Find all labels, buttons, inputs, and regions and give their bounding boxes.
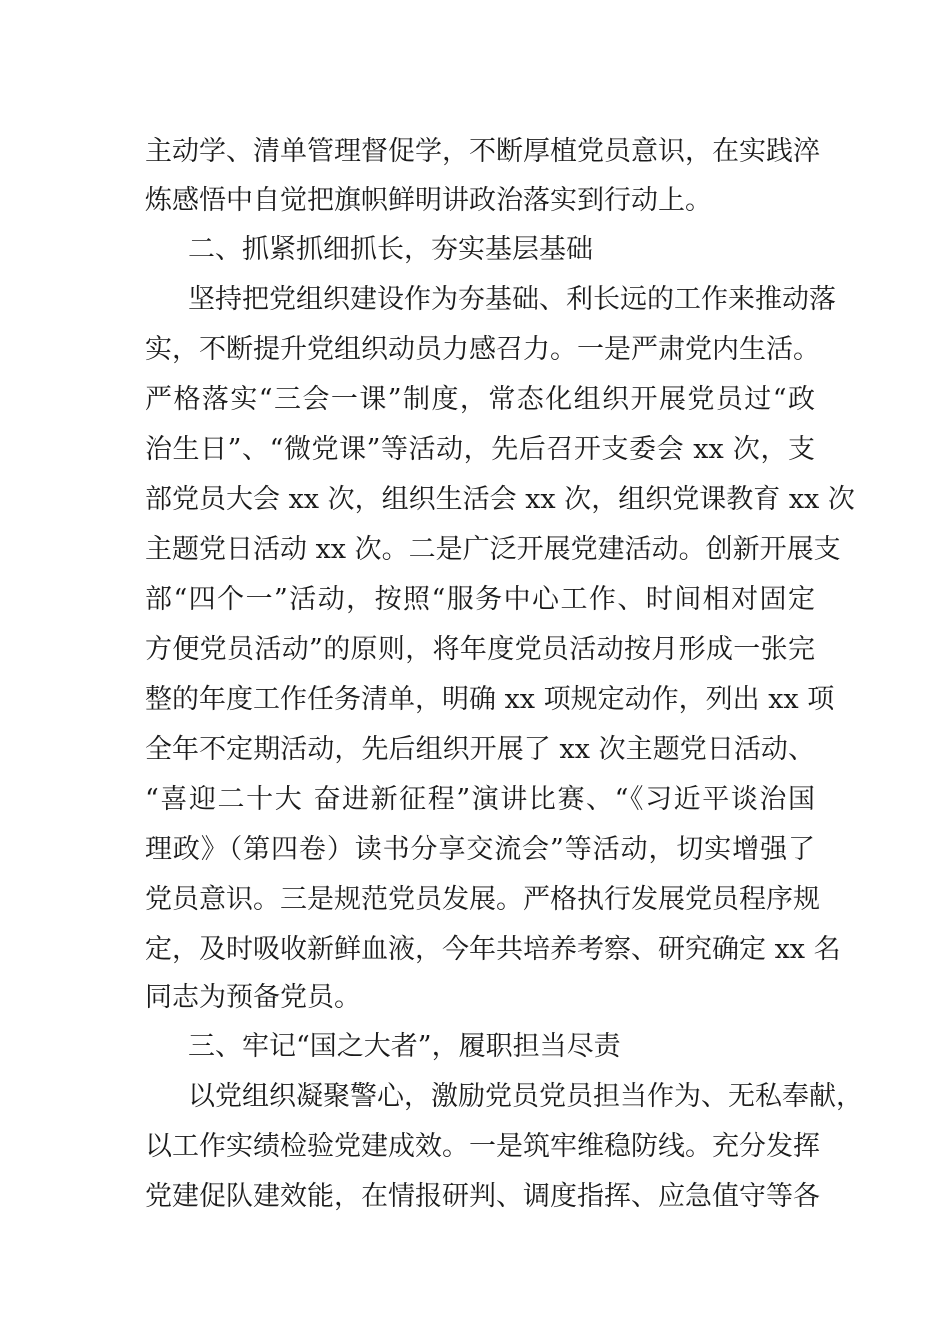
text-line-9: 主题党日活动 xx 次。二是广泛开展党建活动。创新开展支 (145, 534, 841, 565)
text-line-4: 坚持把党组织建设作为夯基础、利长远的工作来推动落 (188, 284, 836, 315)
text-line-16: 党员意识。三是规范党员发展。严格执行发展党员程序规 (145, 884, 820, 915)
text-line-1: 主动学、清单管理督促学，不断厚植党员意识，在实践淬 (145, 136, 820, 167)
text-line-2: 炼感悟中自觉把旗帜鲜明讲政治落实到行动上。 (145, 185, 712, 216)
text-line-8: 部党员大会 xx 次，组织生活会 xx 次，组织党课教育 xx 次 (145, 484, 855, 515)
text-line-12: 整的年度工作任务清单，明确 xx 项规定动作，列出 xx 项 (145, 684, 835, 715)
text-line-13: 全年不定期活动，先后组织开展了 xx 次主题党日活动、 (145, 734, 815, 765)
text-line-5: 实，不断提升党组织动员力感召力。一是严肃党内生活。 (145, 334, 820, 365)
text-line-14: “喜迎二十大 奋进新征程”演讲比赛、“《习近平谈治国 (145, 784, 815, 815)
text-line-11: 方便党员活动”的原则，将年度党员活动按月形成一张完 (145, 634, 815, 665)
text-line-21: 以工作实绩检验党建成效。一是筑牢维稳防线。充分发挥 (145, 1131, 820, 1162)
text-line-10: 部“四个一”活动，按照“服务中心工作、时间相对固定 (145, 584, 815, 615)
section-heading-2: 二、抓紧抓细抓长，夯实基层基础 (188, 234, 593, 265)
text-line-7: 治生日”、“微党课”等活动，先后召开支委会 xx 次，支 (145, 434, 815, 465)
section-heading-3: 三、牢记“国之大者”，履职担当尽责 (188, 1031, 621, 1062)
text-line-15: 理政》（第四卷）读书分享交流会”等活动，切实增强了 (145, 834, 815, 865)
text-line-17: 定，及时吸收新鲜血液，今年共培养考察、研究确定 xx 名 (145, 934, 841, 965)
text-line-18: 同志为预备党员。 (145, 982, 361, 1013)
text-line-6: 严格落实“三会一课”制度，常态化组织开展党员过“政 (145, 384, 815, 415)
text-line-22: 党建促队建效能，在情报研判、调度指挥、应急值守等各 (145, 1181, 820, 1212)
text-line-20: 以党组织凝聚警心，激励党员党员担当作为、无私奉献， (188, 1081, 863, 1112)
